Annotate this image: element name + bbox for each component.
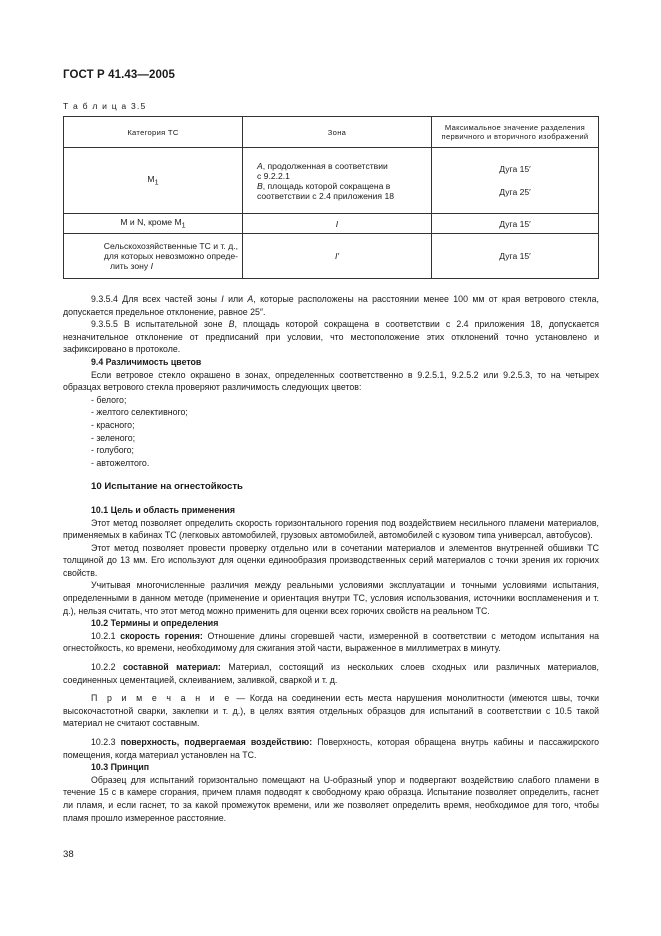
body-text <box>63 293 599 824</box>
cell-category: M и N, кроме $M_1$ <box>64 214 243 234</box>
section-10-1-title: 10.1 Цель и область применения <box>91 504 235 515</box>
list-item: - красного; <box>91 419 135 430</box>
cell-zone: A, продолженная в соответствии с 9.2.2.1 B, площадь которой сокращена в соответствии с 2.4 приложения 18 <box>243 148 432 214</box>
section-9-4-text: Если ветровое стекло окрашено в зонах, определенных соответственно в 9.2.5.1, 9.2.5.2 или 9.2.5.3, то на четырех образцах ветрового стекла проверяют различимость следующих цветов: <box>63 369 599 393</box>
table-row <box>64 148 599 214</box>
header-zone: Зона <box>243 117 432 148</box>
list-item: - белого; <box>91 394 127 405</box>
section-10-title: 10 Испытание на огнестойкость <box>91 481 243 493</box>
list-item: - зеленого; <box>91 432 136 443</box>
cell-value: Дуга 15′ Дуга 25′ <box>432 148 599 214</box>
section-10-1-paragraph: Этот метод позволяет провести проверку отдельно или в сочетании материалов и элементов внутренней обшивки ТС толщиной до 13 мм. Его используют для оценки единообразия производственных серий материалов с точки зрения их горючих свойств. <box>63 542 599 578</box>
color-list <box>63 394 599 470</box>
note: П р и м е ч а н и е — Когда на соединении есть места нарушения монолитности (имеются швы, точки высокочастотной сварки, заклепки и т. д.), в целях взятия отдельных образцов для испытаний в соответствии с 10.5 такой материал не считают составным. <box>63 693 599 729</box>
paragraph-9-3-5-4: 9.3.5.4 Для всех частей зоны I или A, которые расположены на расстоянии менее 100 мм от края ветрового стекла, допускается предельное отклонение, равное 25″. <box>63 294 599 317</box>
cell-value: Дуга 15′ <box>432 214 599 234</box>
header-max-separation: Максимальное значение разделения первичного и вторичного изображений <box>432 117 599 148</box>
definition-10-2-1: 10.2.1 скорость горения: Отношение длины сгоревшей части, измеренной в соответствии с методом испытания на огнестойкость, ко времени, необходимому для сжигания этой части, выраженное в миллиметрах в минуту. <box>63 630 599 654</box>
definition-10-2-3: 10.2.3 поверхность, подвергаемая воздействию: Поверхность, которая обращена внутрь кабины и пассажирского помещения, когда материал установлен на ТС. <box>63 737 599 760</box>
cell-zone: I <box>243 214 432 234</box>
list-item: - автожелтого. <box>91 457 150 468</box>
section-10-2-title: 10.2 Термины и определения <box>91 618 219 629</box>
paragraph-9-3-5-5: 9.3.5.5 В испытательной зоне B, площадь которой сокращена в соответствии с 2.4 приложения 18, допускается незначительное отклонение от предписаний при условии, что местоположение этих отклонений точно установлено и зафиксировано в протоколе. <box>63 319 600 355</box>
cell-category: Сельскохозяйственные ТС и т. д., для которых невозможно опреде- лить зону I <box>64 234 243 279</box>
table-3-5 <box>63 116 599 279</box>
page-number: 38 <box>63 849 74 860</box>
cell-zone: I′ <box>243 234 432 279</box>
standard-header: ГОСТ Р 41.43—2005 <box>63 69 175 81</box>
section-10-3-paragraph: Образец для испытаний горизонтально помещают на U-образный упор и подвергают воздействию слабого пламени в течение 15 с в камере сгорания, причем пламя подводят к свободному краю образца. Испытание позволяет определить, гаснет ли пламя, и если гаснет, то за какой промежуток времени, или же позволяет определить время, необходимое для того, чтобы пламя прошло измеренное расстояние. <box>63 774 599 823</box>
header-category: Категория ТС <box>64 117 243 148</box>
section-10-1-paragraph: Учитывая многочисленные различия между реальными условиями эксплуатации и точными условиями испытания, определенными в данном методе (применение и ориентация внутри ТС, условия использования, источники воспламенения и т. д.), нельзя считать, что этот метод можно применить для оценки всех горючих свойств на реальном ТС. <box>63 580 599 616</box>
table-row <box>64 214 599 234</box>
cell-value: Дуга 15′ <box>432 234 599 279</box>
section-10-3-title: 10.3 Принцип <box>91 762 150 773</box>
list-item: - голубого; <box>91 445 135 456</box>
section-10-1-paragraph: Этот метод позволяет определить скорость горизонтального горения под воздействием несильного пламени материалов, применяемых в кабинах ТС (легковых автомобилей, грузовых автомобилей, автомобилей с кузовом типа универсал, автобусов). <box>63 517 599 541</box>
section-9-4-title: 9.4 Различимость цветов <box>91 356 202 367</box>
table-caption: Т а б л и ц а 3.5 <box>63 101 147 111</box>
table-header-row <box>64 117 599 148</box>
definition-10-2-2: 10.2.2 составной материал: Материал, состоящий из нескольких слоев сходных или различных материалов, соединенных цементацией, склеиванием, заливкой, сваркой и т. д. <box>63 662 599 685</box>
list-item: - желтого селективного; <box>91 407 188 418</box>
table-row <box>64 234 599 279</box>
cell-category: $M_1$ <box>64 148 243 214</box>
